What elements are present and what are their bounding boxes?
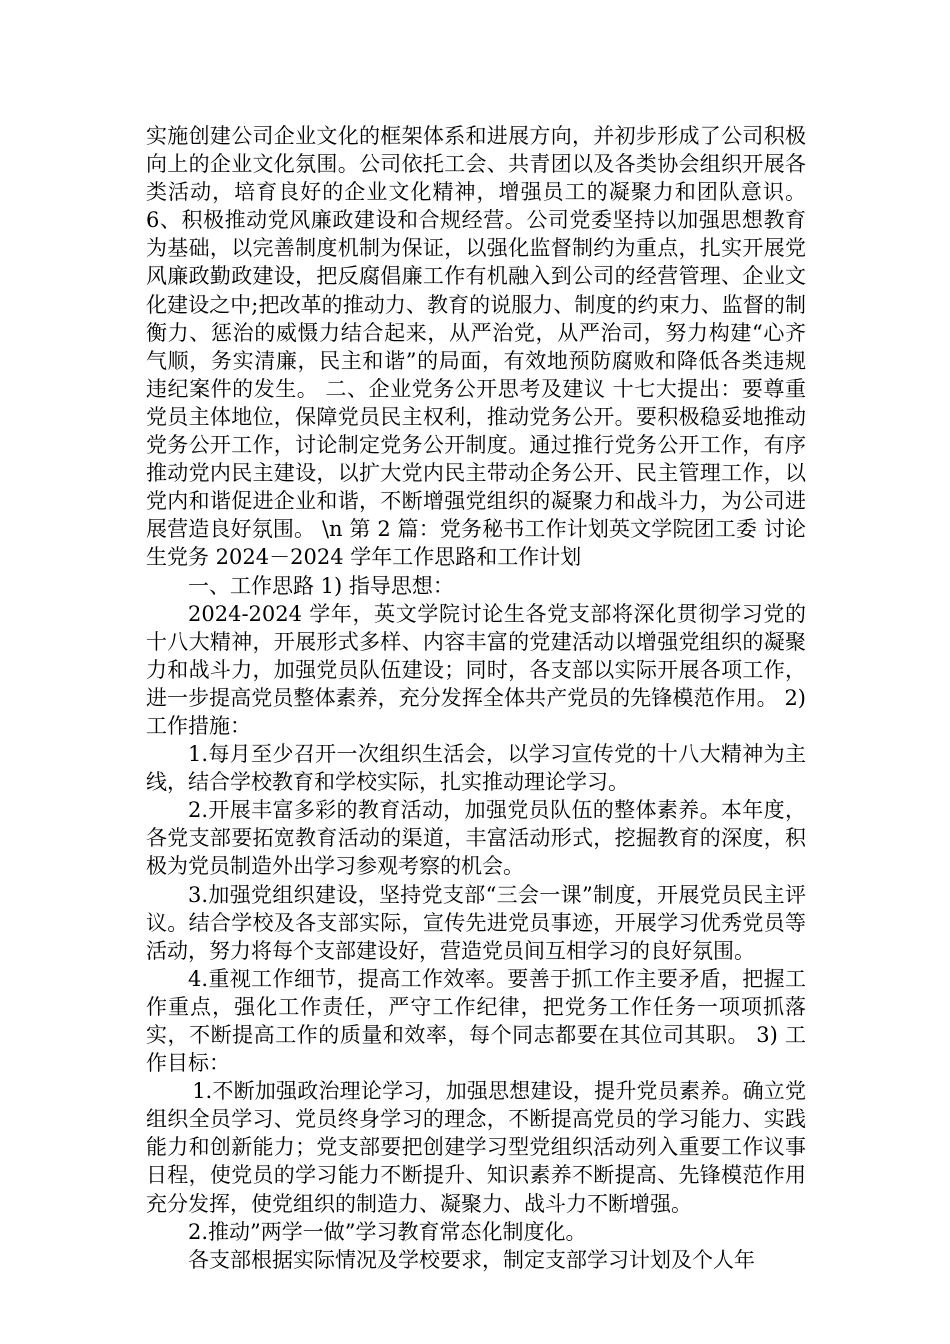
paragraph-10: 各支部根据实际情况及学校要求，制定支部学习计划及个人年 [188,1247,755,1272]
document-body [146,122,806,1274]
paragraph-5: 2.开展丰富多彩的教育活动，加强党员队伍的整体素养。本年度，各党支部要拓宽教育活动的渠道，丰富活动形式，挖掘教育的深度，积极为党员制造外出学习参观考察的机会。 [146,798,806,879]
paragraph-4: 1.每月至少召开一次组织生活会，以学习宣传党的十八大精神为主线，结合学校教育和学校实际，扎实推动理论学习。 [146,742,806,795]
paragraph-1: 实施创建公司企业文化的框架体系和进展方向，并初步形成了公司积极向上的企业文化氛围。公司依托工会、共青团以及各类协会组织开展各类活动，培育良好的企业文化精神，增强员工的凝聚力和团队意识。 6、积极推动党风廉政建设和合规经营。公司党委坚持以加强思想教育为基础，以完善制度机制为保证，以强化监督制约为重点，扎实开展党风廉政勤政建设，把反腐倡廉工作有机融入到公司的经营管理、企业文化建设之中;把改革的推动力、教育的说服力、制度的约束力、监督的制衡力、惩治的威慑力结合起来，从严治党，从严治司，努力构建“心齐气顺，务实清廉，民主和谐”的局面，有效地预防腐败和降低各类违规违纪案件的发生。 二、企业党务公开思考及建议 十七大提出：要尊重党员主体地位，保障党员民主权利，推动党务公开。要积极稳妥地推动党务公开工作，讨论制定党务公开制度。通过推行党务公开工作，有序推动党内民主建设，以扩大党内民主带动企务公开、民主管理工作，以党内和谐促进企业和谐，不断增强党组织的凝聚力和战斗力，为公司进展营造良好氛围。 \n 第 2 篇：党务秘书工作计划英文学院团工委 讨论生党务 2024－2024 学年工作思路和工作计划 [146,124,806,570]
paragraph-9: 2.推动”两学一做”学习教育常态化制度化。 [188,1219,587,1244]
paragraph-2: 一、工作思路 1) 指导思想： [188,573,454,598]
paragraph-7: 4.重视工作细节，提高工作效率。要善于抓工作主要矛盾，把握工作重点，强化工作责任，严守工作纪律，把党务工作任务一项项抓落实，不断提高工作的质量和效率，每个同志都要在其位司其职。 3) 工作目标： [146,966,806,1076]
paragraph-8: 1.不断加强政治理论学习，加强思想建设，提升党员素养。确立党组织全员学习、党员终身学习的理念，不断提高党员的学习能力、实践能力和创新能力；党支部要把创建学习型党组织活动列入重要工作议事日程，使党员的学习能力不断提升、知识素养不断提高、先锋模范作用充分发挥，使党组织的制造力、凝聚力、战斗力不断增强。 [146,1079,806,1216]
paragraph-6: 3.加强党组织建设，坚持党支部“三会一课”制度，开展党员民主评议。结合学校及各支部实际，宣传先进党员事迹，开展学习优秀党员等活动，努力将每个支部建设好，营造党员间互相学习的良好氛围。 [146,882,806,963]
paragraph-3: 2024-2024 学年，英文学院讨论生各党支部将深化贯彻学习党的十八大精神，开展形式多样、内容丰富的党建活动以增强党组织的凝聚力和战斗力，加强党员队伍建设；同时，各支部以实际开展各项工作，进一步提高党员整体素养，充分发挥全体共产党员的先锋模范作用。 2) 工作措施： [146,601,806,738]
